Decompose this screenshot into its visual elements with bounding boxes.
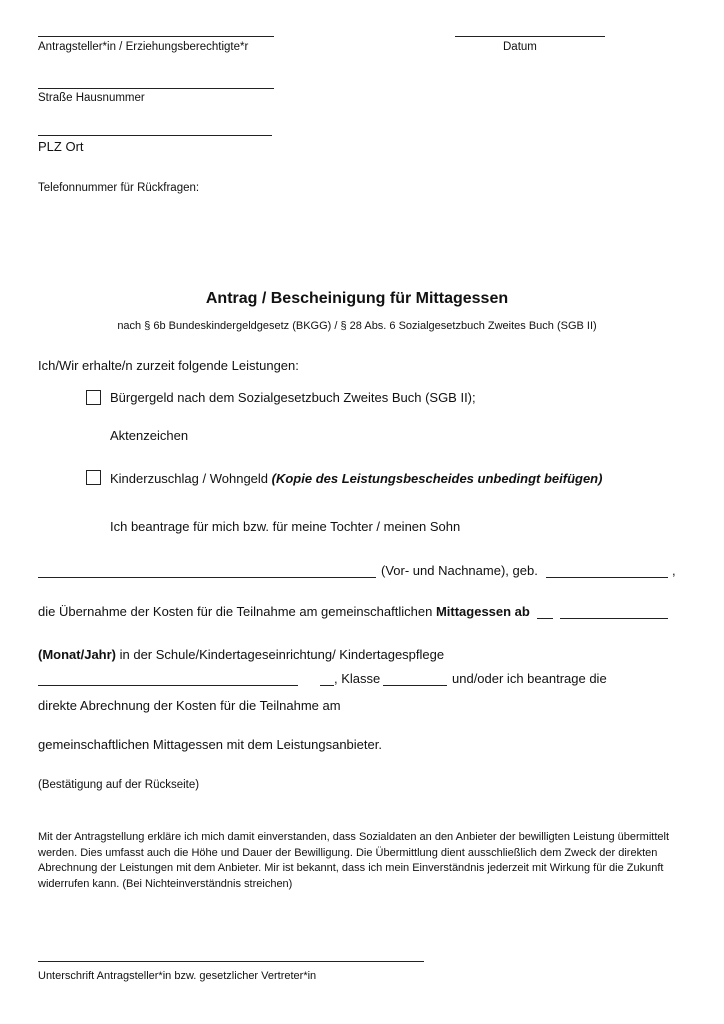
institution-text: in der Schule/Kindertageseinrichtung/ Kindertagespflege xyxy=(116,647,445,662)
applicant-name-line[interactable] xyxy=(38,36,274,37)
file-number-label: Aktenzeichen xyxy=(110,428,189,443)
costs-text-bold: Mittagessen ab xyxy=(435,604,530,619)
institution-short-line[interactable] xyxy=(320,685,334,686)
benefits-intro: Ich/Wir erhalte/n zurzeit folgende Leistungen: xyxy=(38,358,299,373)
kinderzuschlag-text: Kinderzuschlag / Wohngeld xyxy=(110,471,272,486)
month-year: (Monat/Jahr) xyxy=(38,647,116,662)
city-label: PLZ Ort xyxy=(38,139,84,154)
request-line: Ich beantrage für mich bzw. für meine Tochter / meinen Sohn xyxy=(110,519,461,534)
costs-text xyxy=(38,604,530,619)
street-line[interactable] xyxy=(38,88,274,89)
city-line[interactable] xyxy=(38,135,272,136)
class-label: , Klasse xyxy=(334,671,381,686)
buergergeld-checkbox[interactable] xyxy=(86,390,101,405)
institution-name-line[interactable] xyxy=(38,685,298,686)
buergergeld-label: Bürgergeld nach dem Sozialgesetzbuch Zweites Buch (SGB II); xyxy=(110,390,476,405)
date-line[interactable] xyxy=(455,36,605,37)
confirmation-note: (Bestätigung auf der Rückseite) xyxy=(38,779,200,791)
direct-billing-line2: gemeinschaftlichen Mittagessen mit dem Leistungsanbieter. xyxy=(38,737,382,752)
kinderzuschlag-label xyxy=(110,471,602,486)
and-or-text: und/oder ich beantrage die xyxy=(452,671,607,686)
direct-billing-line1: direkte Abrechnung der Kosten für die Teilnahme am xyxy=(38,698,341,713)
start-short-line[interactable] xyxy=(537,618,553,619)
child-name-line[interactable] xyxy=(38,577,376,578)
document-title: Antrag / Bescheinigung für Mittagessen xyxy=(205,290,509,307)
birthdate-comma: , xyxy=(672,563,676,578)
date-label: Datum xyxy=(503,41,537,53)
kinderzuschlag-note: (Kopie des Leistungsbescheides unbedingt beifügen) xyxy=(271,471,603,486)
birthdate-line[interactable] xyxy=(546,577,668,578)
start-date-line[interactable] xyxy=(560,618,668,619)
signature-label: Unterschrift Antragsteller*in bzw. gesetzlicher Vertreter*in xyxy=(38,970,317,982)
phone-label: Telefonnummer für Rückfragen: xyxy=(38,182,200,194)
class-line[interactable] xyxy=(383,685,447,686)
street-label: Straße Hausnummer xyxy=(38,92,145,104)
applicant-label: Antragsteller*in / Erziehungsberechtigte*r xyxy=(38,41,249,53)
kinderzuschlag-checkbox[interactable] xyxy=(86,470,101,485)
consent-text: Mit der Antragstellung erkläre ich mich damit einverstanden, dass Sozialdaten an den Anbieter der bewilligten Leistung übermittelt werden. Dies umfasst auch die Höhe und Dauer der Bewilligung. Die Übermittlung dient ausschließlich dem Zweck der direkten Abrechnung der Leistungen mit dem Anbieter. Mir ist bekannt, dass ich mein Einverständnis jederzeit mit Wirkung für die Zukunft widerrufen kann. (Bei Nichteinverständnis streichen) xyxy=(38,831,670,890)
signature-line[interactable] xyxy=(38,961,424,962)
name-hint: (Vor- und Nachname), geb. xyxy=(381,563,538,578)
legal-basis: nach § 6b Bundeskindergeldgesetz (BKGG) / § 28 Abs. 6 Sozialgesetzbuch Zweites Buch (SGB II) xyxy=(117,320,597,332)
institution-line xyxy=(38,647,444,662)
costs-text-plain: die Übernahme der Kosten für die Teilnahme am gemeinschaftlichen xyxy=(38,604,436,619)
